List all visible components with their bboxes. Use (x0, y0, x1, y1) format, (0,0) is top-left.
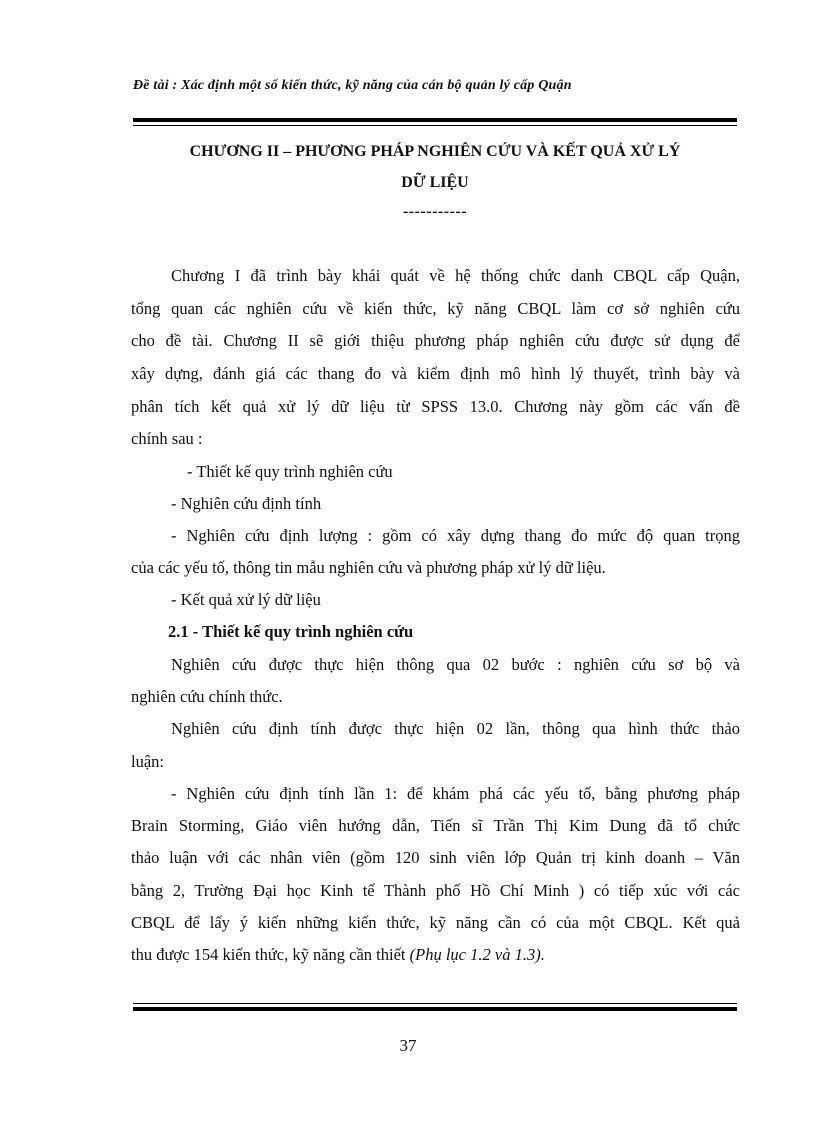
footer-rule (133, 1003, 737, 1011)
paragraph-line: tổng quan các nghiên cứu về kiến thức, kỹ năng CBQL làm cơ sở nghiên cứu (131, 299, 740, 318)
list-item: - Nghiên cứu định tính (171, 494, 322, 513)
section-heading: 2.1 - Thiết kế quy trình nghiên cứu (168, 622, 414, 641)
paragraph-line: cho đề tài. Chương II sẽ giới thiệu phương pháp nghiên cứu được sử dụng để (131, 331, 740, 350)
paragraph-line: - Nghiên cứu định tính lần 1: để khám phá các yếu tố, bằng phương pháp (171, 784, 740, 803)
list-item: - Kết quả xử lý dữ liệu (171, 590, 321, 609)
chapter-title-line2: DỮ LIỆU (401, 174, 469, 191)
paragraph-line: xây dựng, đánh giá các thang đo và kiểm định mô hình lý thuyết, trình bày và (131, 364, 740, 383)
paragraph-line: nghiên cứu chính thức. (131, 687, 283, 706)
paragraph-line: chính sau : (131, 429, 203, 448)
paragraph-text: thu được 154 kiến thức, kỹ năng cần thiết (131, 945, 410, 964)
paragraph-line: Nghiên cứu định tính được thực hiện 02 lần, thông qua hình thức thảo (171, 719, 740, 738)
header-rule (133, 118, 737, 126)
title-separator: ----------- (402, 203, 468, 220)
paragraph-line: bằng 2, Trường Đại học Kinh tế Thành phố Hồ Chí Minh ) có tiếp xúc với các (131, 881, 740, 900)
paragraph-line: luận: (131, 752, 164, 771)
document-header: Đề tài : Xác định một số kiến thức, kỹ năng của cán bộ quản lý cấp Quận (133, 78, 572, 93)
page-number: 37 (399, 1036, 417, 1055)
paragraph-line: thảo luận với các nhân viên (gồm 120 sinh viên lớp Quản trị kinh doanh – Văn (131, 848, 740, 867)
chapter-title-line1: CHƯƠNG II – PHƯƠNG PHÁP NGHIÊN CỨU VÀ KẾT QUẢ XỬ LÝ (189, 143, 681, 160)
list-item: - Thiết kế quy trình nghiên cứu (187, 462, 393, 481)
list-item: - Nghiên cứu định lượng : gồm có xây dựng thang đo mức độ quan trọng (171, 526, 740, 545)
paragraph-line: Chương I đã trình bày khái quát về hệ thống chức danh CBQL cấp Quận, (171, 266, 740, 285)
paragraph-line: Nghiên cứu được thực hiện thông qua 02 bước : nghiên cứu sơ bộ và (171, 655, 740, 674)
paragraph-line: Brain Storming, Giáo viên hướng dẫn, Tiến sĩ Trần Thị Kim Dung đã tổ chức (131, 816, 740, 835)
paragraph-line (131, 945, 740, 965)
paragraph-line: phân tích kết quả xử lý dữ liệu từ SPSS 13.0. Chương này gồm các vấn đề (131, 397, 740, 416)
list-item: của các yếu tố, thông tin mẫu nghiên cứu và phương pháp xử lý dữ liệu. (131, 558, 606, 577)
appendix-reference: (Phụ lục 1.2 và 1.3). (409, 945, 545, 964)
paragraph-line: CBQL để lấy ý kiến những kiến thức, kỹ năng cần có của một CBQL. Kết quả (131, 913, 740, 932)
